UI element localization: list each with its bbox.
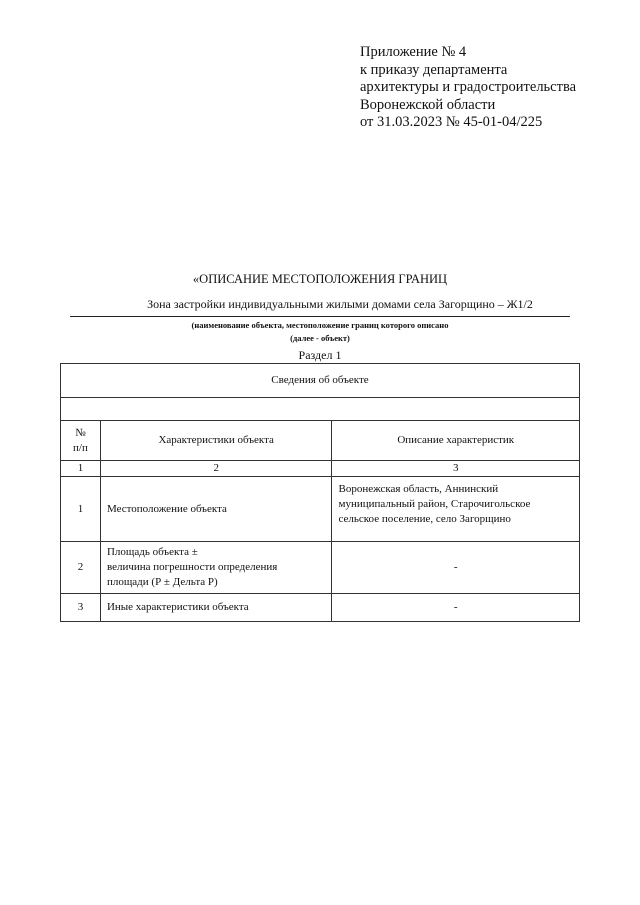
column-number: 3 xyxy=(332,461,580,477)
object-info-table xyxy=(60,363,580,622)
appendix-header xyxy=(360,44,576,132)
table-heading-row xyxy=(61,364,580,398)
row-number: 1 xyxy=(61,477,101,542)
row-number: 3 xyxy=(61,594,101,622)
section-title: Раздел 1 xyxy=(298,348,342,362)
caption-line-1: (наименование объекта, местоположение границ которого описано xyxy=(191,320,449,330)
table-row xyxy=(61,542,580,594)
row-characteristic: Местоположение объекта xyxy=(100,477,332,542)
column-number-row xyxy=(61,461,580,477)
row-characteristic: Площадь объекта ± величина погрешности определения площади (Р ± Дельта Р) xyxy=(100,542,332,594)
table-header-row xyxy=(61,421,580,461)
zone-name: Зона застройки индивидуальными жилыми домами села Загорщино – Ж1/2 xyxy=(147,297,533,311)
table-row xyxy=(61,594,580,622)
row-description: - xyxy=(332,542,580,594)
appendix-line: Воронежской области xyxy=(360,96,496,113)
column-number: 2 xyxy=(100,461,332,477)
appendix-line: архитектуры и градостроительства xyxy=(360,79,577,95)
row-number: 2 xyxy=(61,542,101,594)
row-description: - xyxy=(332,594,580,622)
table-empty-row xyxy=(61,398,580,421)
underline-divider xyxy=(70,316,570,317)
document-title: «ОПИСАНИЕ МЕСТОПОЛОЖЕНИЯ ГРАНИЦ xyxy=(192,272,448,286)
table-heading: Сведения об объекте xyxy=(61,364,580,398)
table-row xyxy=(61,477,580,542)
header-description: Описание характеристик xyxy=(332,421,580,461)
appendix-line: к приказу департамента xyxy=(360,61,508,78)
caption-line-2: (далее - объект) xyxy=(290,333,350,343)
row-description: Воронежская область, Аннинский муниципальный район, Старочигольское сельское поселение, село Загорщино xyxy=(332,477,580,542)
header-number: № п/п xyxy=(61,421,101,461)
row-characteristic: Иные характеристики объекта xyxy=(100,594,332,622)
appendix-line: Приложение № 4 xyxy=(360,44,467,60)
empty-cell xyxy=(61,398,580,421)
column-number: 1 xyxy=(61,461,101,477)
header-characteristic: Характеристики объекта xyxy=(100,421,332,461)
appendix-line: от 31.03.2023 № 45-01-04/225 xyxy=(360,114,543,130)
